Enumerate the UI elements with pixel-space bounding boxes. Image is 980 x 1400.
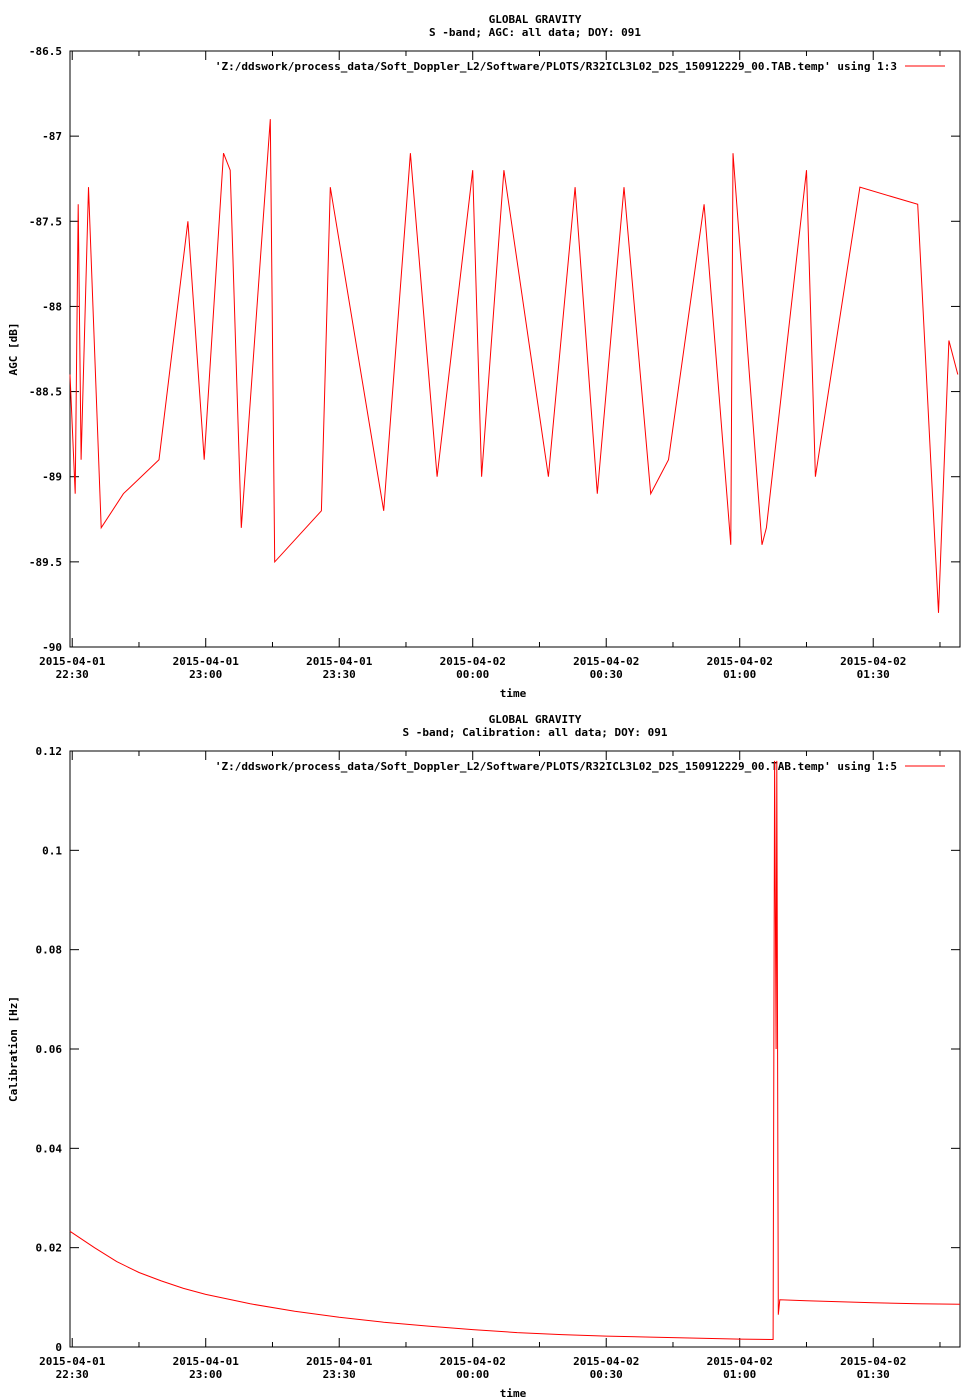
chart2-xtick-time: 23:30: [322, 1368, 356, 1381]
chart2-xtick-date: 2015-04-01: [172, 1355, 239, 1368]
chart2-ytick-label: 0.12: [35, 745, 62, 758]
chart1-xtick-date: 2015-04-02: [706, 655, 773, 668]
chart1-ytick-label: -89.5: [28, 555, 62, 569]
chart1-xtick-time: 23:00: [189, 668, 223, 681]
chart2-xtick-date: 2015-04-01: [306, 1355, 373, 1368]
chart2-title-line-2: S -band; Calibration: all data; DOY: 091: [402, 726, 668, 739]
chart2-plot-frame: [70, 751, 960, 1347]
chart1-ytick-label: -86.5: [28, 45, 62, 58]
chart1-ytick-label: -87.5: [28, 215, 62, 229]
chart1-xtick-time: 00:00: [456, 668, 490, 681]
chart1-x-axis-label: time: [499, 687, 527, 700]
chart1-xtick-time: 23:30: [322, 668, 356, 681]
chart2-y-axis-label: Calibration [Hz]: [7, 996, 20, 1102]
chart1-xtick-time: 00:30: [589, 668, 623, 681]
chart1-xtick-date: 2015-04-01: [172, 655, 239, 668]
chart2-ytick-label: 0: [55, 1341, 62, 1354]
chart2-xtick-date: 2015-04-02: [439, 1355, 506, 1368]
chart2-xtick-date: 2015-04-02: [840, 1355, 907, 1368]
chart1-xtick-time: 22:30: [55, 668, 89, 681]
chart2-xtick-date: 2015-04-02: [573, 1355, 640, 1368]
chart2-xtick-time: 23:00: [189, 1368, 223, 1381]
chart1-ytick-label: -89: [42, 470, 62, 484]
chart2-xtick-date: 2015-04-02: [706, 1355, 773, 1368]
chart1-xtick-date: 2015-04-01: [306, 655, 373, 668]
chart2-xtick-time: 00:30: [589, 1368, 623, 1381]
chart1-xtick-time: 01:00: [723, 668, 757, 681]
chart1-plot-frame: [70, 51, 960, 647]
chart2-x-axis-label: time: [499, 1387, 527, 1400]
chart1-xtick-time: 01:30: [856, 668, 890, 681]
chart2-xtick-time: 01:00: [723, 1368, 757, 1381]
chart2-xtick-time: 01:30: [856, 1368, 890, 1381]
chart2-ytick-label: 0.06: [35, 1043, 62, 1056]
chart1-xtick-date: 2015-04-02: [573, 655, 640, 668]
chart1-ytick-label: -88: [42, 300, 62, 314]
chart2-xtick-date: 2015-04-01: [39, 1355, 106, 1368]
chart2-legend-label: 'Z:/ddswork/process_data/Soft_Doppler_L2/Software/PLOTS/R32ICL3L02_D2S_150912229_00.TAB.temp' using 1:5: [214, 760, 897, 773]
chart2-ytick-label: 0.02: [35, 1241, 62, 1255]
chart1-xtick-date: 2015-04-02: [840, 655, 907, 668]
chart2-xtick-time: 22:30: [55, 1368, 89, 1381]
chart2-xtick-time: 00:00: [456, 1368, 490, 1381]
chart1-ytick-label: -90: [42, 641, 62, 654]
chart1-xtick-date: 2015-04-01: [39, 655, 106, 668]
chart2-title-line-1: GLOBAL GRAVITY: [488, 713, 582, 726]
chart2-series-line: [70, 761, 960, 1340]
chart1-ytick-label: -88.5: [28, 385, 62, 399]
chart1-title-line-2: S -band; AGC: all data; DOY: 091: [429, 26, 641, 39]
chart2-ytick-label: 0.04: [35, 1142, 62, 1156]
chart2-ytick-label: 0.08: [35, 943, 62, 957]
chart1-series-line: [70, 119, 958, 613]
chart2-ytick-label: 0.1: [42, 844, 62, 858]
chart1-title-line-1: GLOBAL GRAVITY: [488, 13, 582, 26]
chart1-legend-label: 'Z:/ddswork/process_data/Soft_Doppler_L2/Software/PLOTS/R32ICL3L02_D2S_150912229_00.TAB.temp' using 1:3: [214, 60, 897, 73]
chart1-ytick-label: -87: [42, 130, 62, 144]
chart1-y-axis-label: AGC [dB]: [7, 322, 20, 376]
chart1-xtick-date: 2015-04-02: [439, 655, 506, 668]
